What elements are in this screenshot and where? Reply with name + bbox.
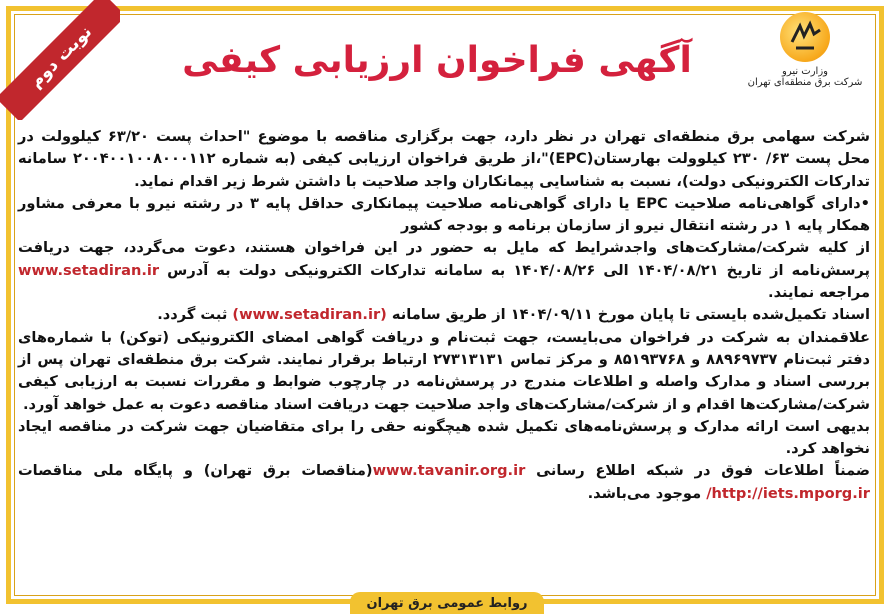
setadiran-link[interactable]: www.setadiran.ir <box>18 261 160 279</box>
info-text-mid: (مناقصات برق تهران) و پایگاه ملی مناقصات <box>18 462 373 480</box>
notice-body <box>18 126 870 505</box>
paragraph-requirement: •دارای گواهی‌نامه صلاحیت EPC یا دارای گواهی‌نامه صلاحیت پیمانکاری حداقل پایه ۳ در رشته نیرو با معرفی مشاور همکار پایه ۱ در رشته انتقال نیرو از سازمان برنامه و بودجه کشور <box>18 194 870 235</box>
setadiran-link-2[interactable]: (www.setadiran.ir) <box>232 306 387 324</box>
page-title: آگهی فراخوان ارزیابی کیفی <box>182 40 692 81</box>
invitation-text-end: مراجعه نمایند. <box>768 284 870 302</box>
paragraph-registration: علاقمندان به شرکت در فراخوان می‌بایست، جهت ثبت‌نام و دریافت گواهی امضای الکترونیکی (توکن) با شماره‌های دفتر ثبت‌نام ۸۸۹۶۹۷۳۷ و ۸۵۱۹۳۷۶۸ و مرکز تماس ۲۷۳۱۳۱۳۱ ارتباط برقرار نمایند. شرکت برق منطقه‌ای تهران پس از بررسی اسناد و مدارک واصله و اطلاعات مندرج در پرسش‌نامه در چارچوب ضوابط و مقررات نسبت به ارزیابی کیفی شرکت/مشارکت‌ها اقدام و از شرکت/مشارکت‌های واجد صلاحیت جهت دریافت اسناد مناقصه دعوت به عمل خواهد آورد. <box>18 328 870 413</box>
info-text-end: موجود می‌باشد. <box>587 484 707 502</box>
ribbon-container <box>0 0 120 120</box>
invitation-text: از کلیه شرکت/مشارکت‌های واجدشرایط که مایل به حضور در این فراخوان هستند، دعوت می‌گردد، جهت دریافت پرسش‌نامه از تاریخ ۱۴۰۴/۰۸/۲۱ الی ۱۴۰۴/۰۸/۲۶ به سامانه تدارکات الکترونیکی دولت به آدرس <box>18 239 870 279</box>
info-text: ضمناً اطلاعات فوق در شبکه اطلاع رسانی <box>525 462 870 480</box>
ministry-name: وزارت نیرو <box>781 66 828 77</box>
paragraph-disclaimer: بدیهی است ارائه مدارک و پرسش‌نامه‌های تکمیل شده هیچگونه حقی را برای متقاضیان جهت شرکت در مناقصه ایجاد نخواهد کرد. <box>18 417 870 458</box>
paragraph-deadline <box>18 304 870 326</box>
deadline-text: اسناد تکمیل‌شده بایستی تا پایان مورخ ۱۴۰۴/۰۹/۱۱ از طریق سامانه <box>386 306 870 324</box>
ministry-logo-icon <box>780 12 830 62</box>
logo <box>730 12 880 88</box>
paragraph-invitation <box>18 237 870 304</box>
iets-link[interactable]: http://iets.mporg.ir/ <box>706 484 870 502</box>
tavanir-link[interactable]: www.tavanir.org.ir <box>372 462 526 480</box>
company-name: شرکت برق منطقه‌ای تهران <box>747 77 863 88</box>
paragraph-intro: شرکت سهامی برق منطقه‌ای تهران در نظر دارد، جهت برگزاری مناقصه با موضوع "احداث پست ۶۳/۲۰ کیلوولت در محل پست ۶۳/ ۲۳۰ کیلوولت بهارستان(EPC)"،از طریق فراخوان ارزیابی کیفی (به شماره ۲۰۰۴۰۰۱۰۰۸۰۰۰۱۱۲ سامانه تدارکات الکترونیکی دولت)، نسبت به شناسایی پیمانکاران واجد صلاحیت با داشتن شرط زیر اقدام نماید. <box>18 128 870 190</box>
deadline-text-end: ثبت گردد. <box>157 306 233 324</box>
round-badge: نوبت دوم <box>0 0 120 120</box>
footer-label: روابط عمومی برق تهران <box>350 592 544 614</box>
paragraph-info <box>18 460 870 505</box>
